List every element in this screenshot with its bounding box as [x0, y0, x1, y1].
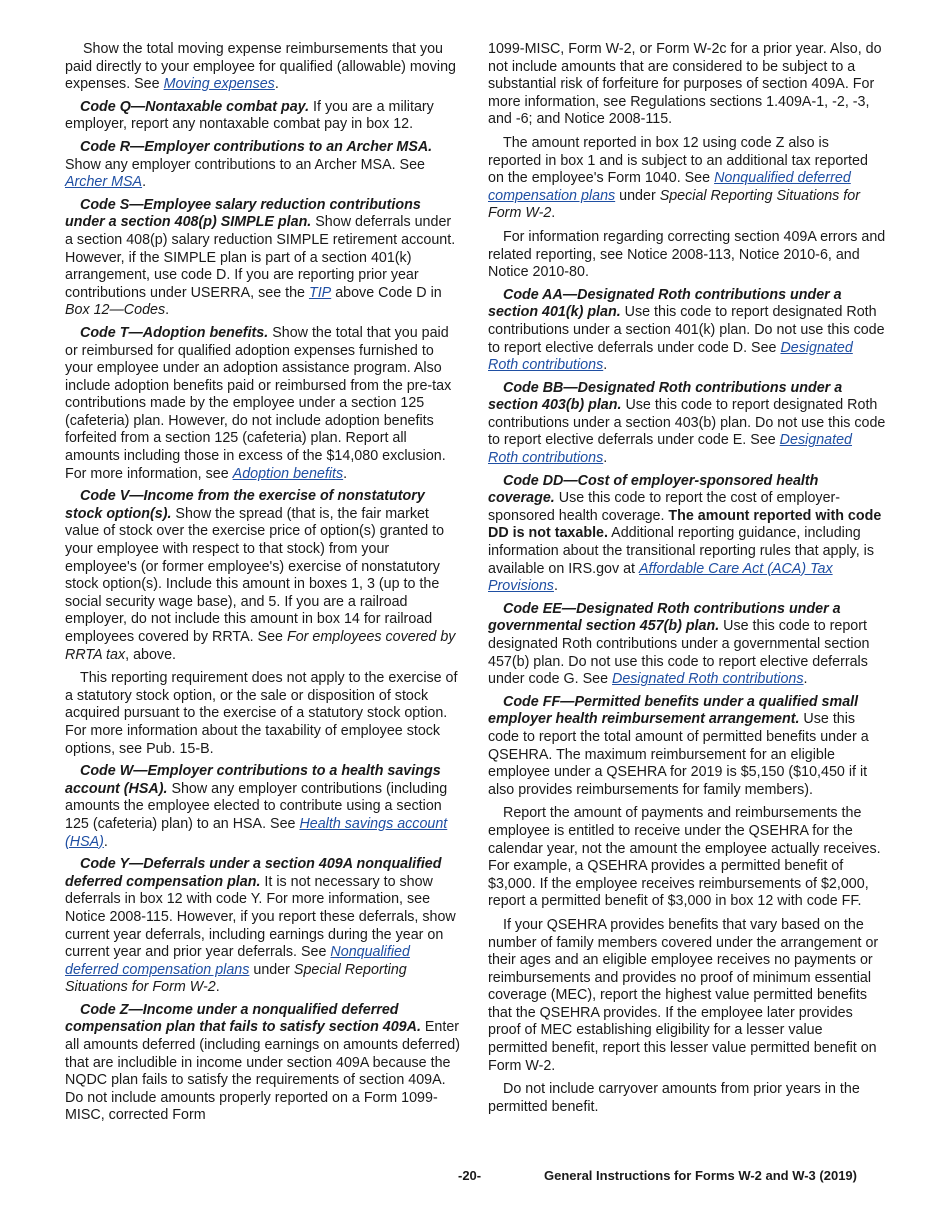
link-designated-roth-2[interactable]: Designated Roth contributions: [488, 432, 853, 467]
code-bb-heading: Code BB—Designated Roth contributions under a section 403(b) plan.: [488, 379, 843, 414]
link-hsa[interactable]: Health savings account (HSA): [65, 815, 448, 850]
paragraph-code-v-reporting: This reporting requirement does not apply to the exercise of a statutory stock option, or the sale or disposition of stock acquired pursuant to the exercise of a statutory stock option. For more information about the taxability of employee stock options, see Pub. 15-B.: [65, 670, 458, 757]
code-z-heading: Code Z—Income under a nonqualified deferred compensation plan that fails to satisfy section 409A.: [65, 1001, 421, 1036]
code-ee-heading: Code EE—Designated Roth contributions under a governmental section 457(b) plan.: [488, 600, 841, 635]
link-adoption-benefits[interactable]: Adoption benefits: [232, 465, 344, 482]
paragraph-code-ff-carryover: Do not include carryover amounts from prior years in the permitted benefit.: [488, 1081, 860, 1115]
paragraph-code-aa: Code AA—Designated Roth contributions under a section 401(k) plan. Use this code to report designated Roth contributions under a section 401(k) plan. Do not use this code to report elective deferrals under code D. See Designated Roth contributions.: [488, 286, 885, 374]
paragraph-code-y: Code Y—Deferrals under a section 409A nonqualified deferred compensation plan. It is not necessary to show deferrals in box 12 with code Y. For more information, see Notice 2008-115. However, if you report these deferrals, show current year deferrals, including earnings during the year on current year and prior year deferrals. See Nonqualified deferred compensation plans under Special Reporting Situations for Form W-2.: [65, 856, 456, 996]
paragraph-code-ff: Code FF—Permitted benefits under a qualified small employer health reimbursement arrangement. Use this code to report the total amount of permitted benefits under a QSEHRA. The maximum reimbursement for an eligible employee under a QSEHRA for 2019 is $5,150 ($10,450 if it also provides reimbursements for family members).: [488, 693, 869, 798]
link-nqdc-plans[interactable]: Nonqualified deferred compensation plans: [65, 944, 410, 978]
paragraph-code-ee: Code EE—Designated Roth contributions under a governmental section 457(b) plan. Use this code to report designated Roth contributions under a governmental section 457(b) plan. Do not use this code to report elective deferrals under code G. See Designated Roth contributions.: [488, 600, 870, 688]
code-aa-heading: Code AA—Designated Roth contributions under a section 401(k) plan.: [488, 286, 842, 321]
link-designated-roth-3[interactable]: Designated Roth contributions: [612, 671, 804, 688]
code-t-heading: Code T—Adoption benefits.: [80, 324, 269, 341]
paragraph-code-v: Code V—Income from the exercise of nonstatutory stock option(s). Show the spread (that is, the fair market value of stock over the exercise price of option(s) granted to your employee with respect to that stock) from your employee's (or former employee's) exercise of nonstatutory stock option(s). Include this amount in boxes 1, 3 (up to the social security wage base), and 5. If you are a railroad employer, do not include this amount in box 14 for railroad employees covered by RRTA. See For employees covered by RRTA tax, above.: [65, 488, 456, 663]
document-title: General Instructions for Forms W-2 and W-3 (2019): [544, 1168, 857, 1183]
paragraph-code-q: Code Q—Nontaxable combat pay. If you are a military employer, report any nontaxable combat pay in box 12.: [65, 98, 434, 133]
link-moving-expenses[interactable]: Moving expenses: [163, 76, 275, 93]
code-w-heading: Code W—Employer contributions to a health savings account (HSA).: [65, 763, 441, 797]
paragraph-code-s: Code S—Employee salary reduction contributions under a section 408(p) SIMPLE plan. Show deferrals under a section 408(p) salary reduction SIMPLE retirement account. However, if the SIMPLE plan is part of a section 401(k) arrangement, use code D. If you are reporting prior year contributions under USERRA, see the TIP above Code D in Box 12—Codes.: [65, 196, 456, 319]
paragraph-code-z: Code Z—Income under a nonqualified deferred compensation plan that fails to satisfy section 409A. Enter all amounts deferred (including earnings on amounts deferred) that are includible in income under section 409A because the NQDC plan fails to satisfy the requirements of section 409A. Do not include amounts properly reported on a Form 1099-MISC, corrected Form: [65, 1001, 460, 1124]
paragraph-moving-expenses: Show the total moving expense reimbursements that you paid directly to your employee for qualified (allowable) moving expenses. See Moving expenses.: [65, 41, 456, 93]
code-r-heading: Code R—Employer contributions to an Archer MSA.: [80, 138, 433, 155]
link-tip[interactable]: TIP: [308, 284, 332, 301]
paragraph-code-ff-varying: If your QSEHRA provides benefits that vary based on the number of family members covered under the arrangement or their ages and an eligible employee receives no payments or reimbursements and provides no proof of minimum essential coverage (MEC), report the highest value permitted benefits that the QSEHRA provides. If the employee later provides proof of MEC establishing eligibility for a lesser value permitted benefit, report this lesser value permitted benefit on Form W-2.: [488, 916, 879, 1074]
code-s-heading: Code S—Employee salary reduction contributions under a section 408(p) SIMPLE plan.: [65, 196, 421, 231]
code-y-heading: Code Y—Deferrals under a section 409A nonqualified deferred compensation plan.: [65, 856, 442, 890]
paragraph-code-w: Code W—Employer contributions to a health savings account (HSA). Show any employer contributions (including amounts the employee elected to contribute using a section 125 (cafeteria) plan) to an HSA. See Health savings account (HSA).: [65, 763, 448, 850]
paragraph-code-ff-amount: Report the amount of payments and reimbursements the employee is entitled to receive under the QSEHRA for the calendar year, not the amount the employee actually receives. For example, a QSEHRA provides a permitted benefit of $3,000. If the employee receives reimbursements of $2,000, report a permitted benefit of $3,000 in box 12 with code FF.: [488, 805, 881, 910]
code-v-heading: Code V—Income from the exercise of nonstatutory stock option(s).: [65, 488, 425, 522]
page-number: -20-: [458, 1168, 482, 1183]
code-dd-heading: Code DD—Cost of employer-sponsored health coverage.: [488, 472, 819, 507]
paragraph-code-bb: Code BB—Designated Roth contributions under a section 403(b) plan. Use this code to report designated Roth contributions under a section 403(b) plan. Do not use this code to report elective deferrals under code E. See Designated Roth contributions.: [488, 379, 886, 467]
right-column: [488, 41, 886, 1121]
link-aca-tax-provisions[interactable]: Affordable Care Act (ACA) Tax Provisions: [488, 560, 833, 595]
paragraph-code-z-notices: For information regarding correcting section 409A errors and related reporting, see Notice 2008-113, Notice 2010-6, and Notice 2010-80.: [488, 228, 886, 281]
paragraph-code-t: Code T—Adoption benefits. Show the total that you paid or reimbursed for qualified adoption expenses furnished to your employee under an adoption assistance program. Also include adoption benefits paid or reimbursed from the pre-tax contributions made by the employee under a section 125 (cafeteria) plan. However, do not include adoption benefits forfeited from a section 125 (cafeteria) plan. Report all amounts including those in excess of the $14,080 exclusion. For more information, see Adoption benefits.: [65, 324, 452, 482]
link-nqdc-plans-2[interactable]: Nonqualified deferred compensation plans: [488, 170, 851, 204]
code-ff-heading: Code FF—Permitted benefits under a qualified small employer health reimbursement arrangement.: [488, 693, 859, 728]
link-archer-msa[interactable]: Archer MSA: [65, 174, 143, 191]
paragraph-code-z-box1: The amount reported in box 12 using code Z also is reported in box 1 and is subject to an additional tax reported on the employee's Form 1040. See Nonqualified deferred compensation plans under Special Reporting Situations for Form W-2.: [488, 134, 868, 222]
link-designated-roth-1[interactable]: Designated Roth contributions: [488, 339, 853, 374]
code-q-heading: Code Q—Nontaxable combat pay.: [80, 98, 310, 115]
paragraph-code-z-continued: 1099-MISC, Form W-2, or Form W-2c for a prior year. Also, do not include amounts that are considered to be subject to a substantial risk of forfeiture for purposes of section 409A. For more information, see Regulations sections 1.409A-1, -2, -3, and -6; and Notice 2008-115.: [488, 41, 882, 128]
paragraph-code-dd: Code DD—Cost of employer-sponsored health coverage. Use this code to report the cost of employer-sponsored health coverage. The amount reported with code DD is not taxable. Additional reporting guidance, including information about the transitional reporting rules that apply, is available on IRS.gov at Affordable Care Act (ACA) Tax Provisions.: [488, 472, 882, 595]
left-column: [65, 41, 461, 1130]
paragraph-code-r: Code R—Employer contributions to an Archer MSA. Show any employer contributions to an Archer MSA. See Archer MSA.: [65, 138, 433, 191]
